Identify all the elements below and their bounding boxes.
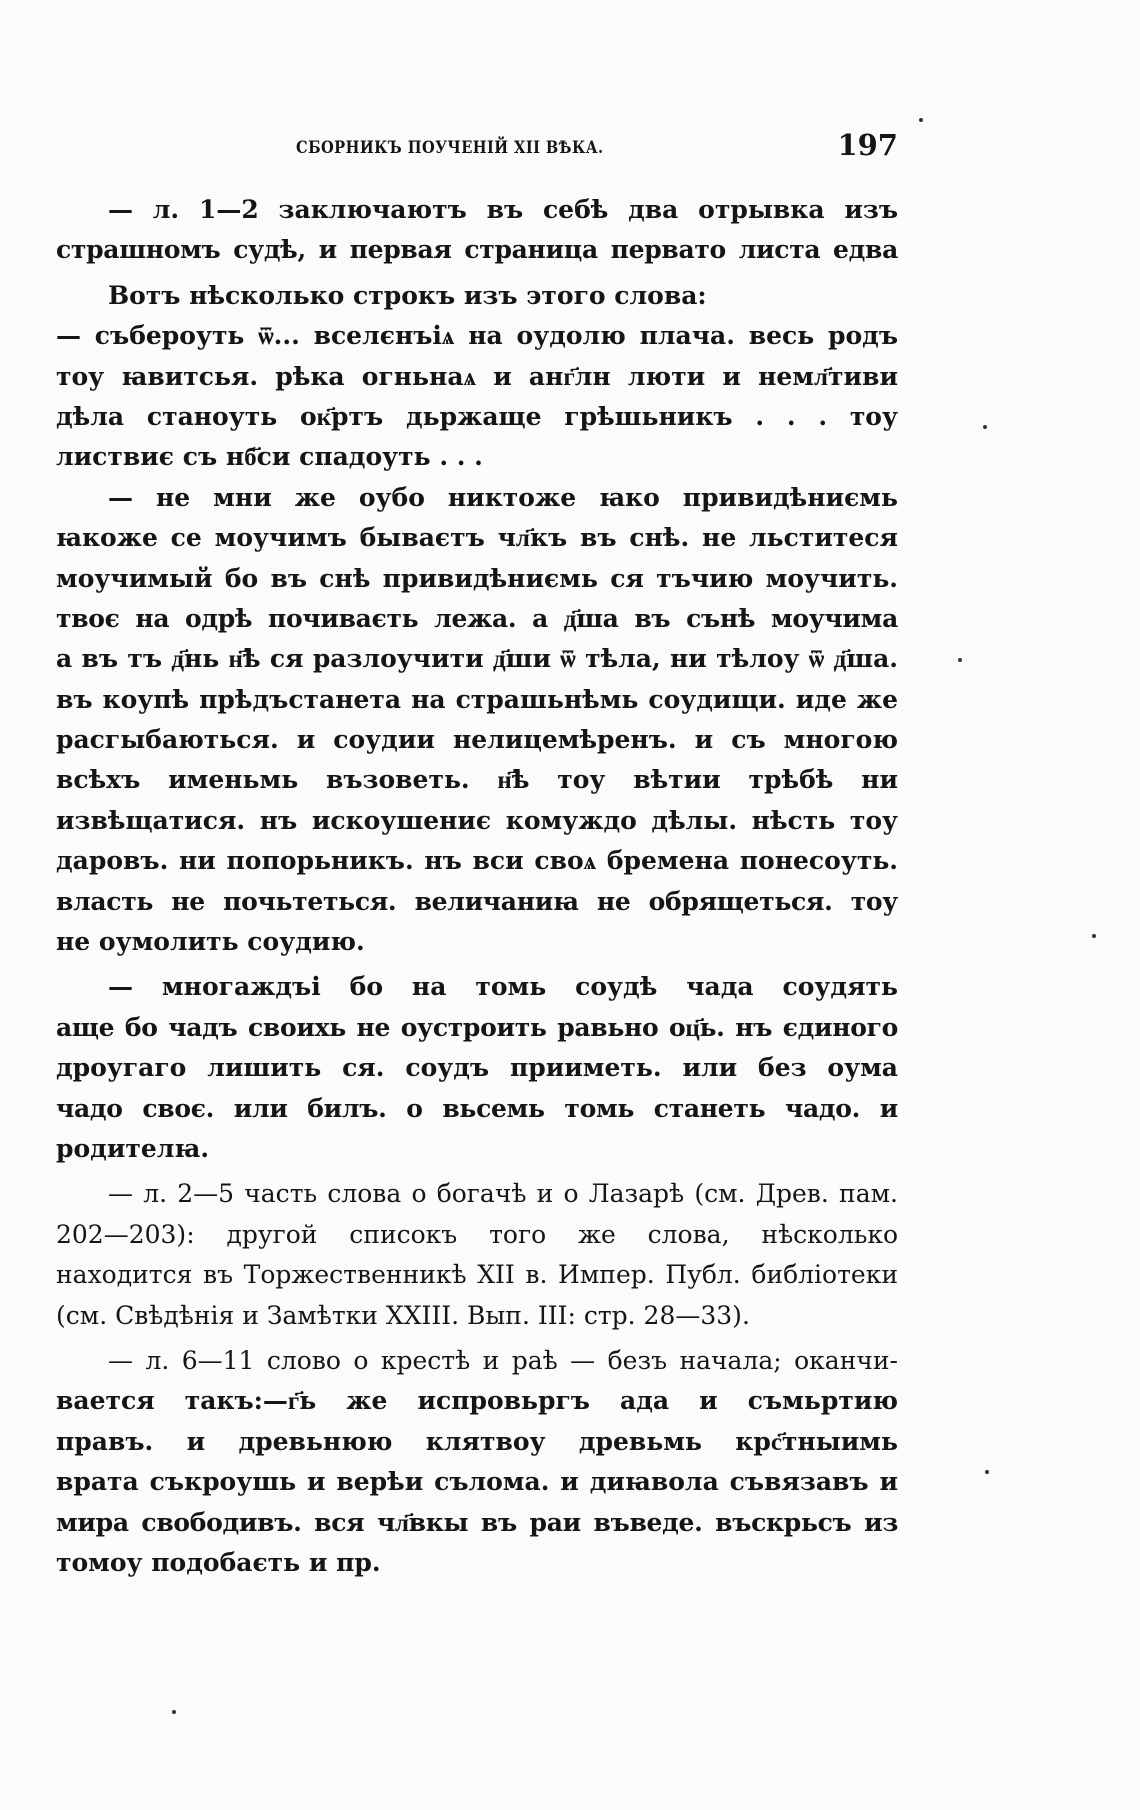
text-line: даровъ. ни попорьникъ. нъ вси своѧ бремена понесоуть. <box>56 846 898 876</box>
print-speck <box>172 1710 176 1714</box>
text-line: всѣхъ именьмь възоветь. н҃ѣ тоу вѣтии трѣбѣ ни <box>56 765 898 795</box>
text-body <box>56 190 898 1583</box>
text-line: находится въ Торжественникѣ XII в. Импер. Публ. библіотеки <box>56 1260 898 1290</box>
print-speck <box>1092 934 1096 938</box>
text-line: ꙗкоже се моучимъ бываєтъ чл҃къ въ снѣ. не льститеся <box>56 523 898 553</box>
text-line: извѣщатися. нъ искоушениє комуждо дѣлы. нѣсть тоу <box>56 805 898 835</box>
print-speck <box>983 425 987 429</box>
text-line: томоу подобаєть и пр. <box>56 1547 381 1577</box>
text-line: въ коупѣ прѣдъстанета на страшьнѣмь соудищи. иде же <box>56 684 898 714</box>
text-line: моучимый бо въ снѣ привидѣниємь ся тъчию моучить. <box>56 563 898 593</box>
text-line: листвиє съ нб҃си спадоуть . . . <box>56 442 483 472</box>
text-line: страшномъ судѣ, и первая страница первато листа едва <box>56 235 898 265</box>
page-number: 197 <box>837 128 898 162</box>
text-line: расгыбаються. и соудии нелицемѣренъ. и съ многою <box>56 725 898 755</box>
page-header <box>56 128 898 168</box>
running-head: СБОРНИКЪ ПОУЧЕНІЙ XII ВѢКА. <box>296 138 604 158</box>
text-line: твоє на одрѣ почиваєть лежа. а д҃ша въ сънѣ моучима <box>56 603 898 633</box>
text-line: — многаждъі бо на томь соудѣ чада соудять <box>108 972 898 1002</box>
text-line: чадо своє. или билъ. о вьсемь томь станеть чадо. и <box>56 1093 898 1123</box>
text-line: мира свободивъ. вся чл҃вкы въ раи въведе. въскрьсъ из <box>56 1507 898 1537</box>
text-line: Вотъ нѣсколько строкъ изъ этого слова: <box>108 280 707 310</box>
text-line: — събероуть ѿ... вселєнъіѧ на оудолю плача. весь родъ <box>56 321 898 351</box>
text-line: — не мни же оубо никтоже ꙗко привидѣниємь <box>108 482 898 512</box>
text-line: дроугаго лишить ся. соудъ прииметь. или без оума <box>56 1053 898 1083</box>
text-line: правъ. и древьнюю клятвоу древьмь крс҃тныимь <box>56 1426 898 1456</box>
text-line: врата съкроушь и верѣи сълома. и диꙗвола съвязавъ и <box>56 1467 898 1497</box>
text-line: — л. 6—11 слово о крестѣ и раѣ — безъ начала; оканчи- <box>108 1345 898 1375</box>
text-line: тоу ꙗвитсья. рѣка огньнаѧ и анг҃лн люти и немл҃тиви <box>56 361 898 391</box>
text-line: — л. 1—2 заключаютъ въ себѣ два отрывка изъ <box>108 195 898 224</box>
text-line: вается такъ:—г҃ь же испровьргъ ада и съмьртию <box>56 1386 898 1416</box>
print-speck <box>985 1470 989 1474</box>
text-line: дѣла станоуть ок҃ртъ дьржаще грѣшьникъ . . . тоу <box>56 401 898 431</box>
text-line: власть не почьтеться. величаниꙗ не обрящеться. тоу <box>56 886 898 916</box>
text-line: не оумолить соудию. <box>56 927 365 957</box>
text-line: родителꙗ. <box>56 1133 210 1163</box>
text-line: — л. 2—5 часть слова о богачѣ и о Лазарѣ (см. Древ. пам. <box>108 1179 898 1209</box>
text-line: а въ тъ д҃нь н҃ѣ ся разлоучити д҃ши ѿ тѣла, ни тѣлоу ѿ д҃ша. <box>56 644 898 674</box>
text-line: аще бо чадъ своихь не оустроить равьно оц҃ь. нъ єдиного <box>56 1012 898 1042</box>
print-speck <box>919 118 923 122</box>
text-line: (см. Свѣдѣнія и Замѣтки XXIII. Вып. III: стр. 28—33). <box>56 1300 750 1330</box>
text-line: 202—203): другой списокъ того же слова, нѣсколько <box>56 1219 898 1249</box>
print-speck <box>958 658 962 662</box>
